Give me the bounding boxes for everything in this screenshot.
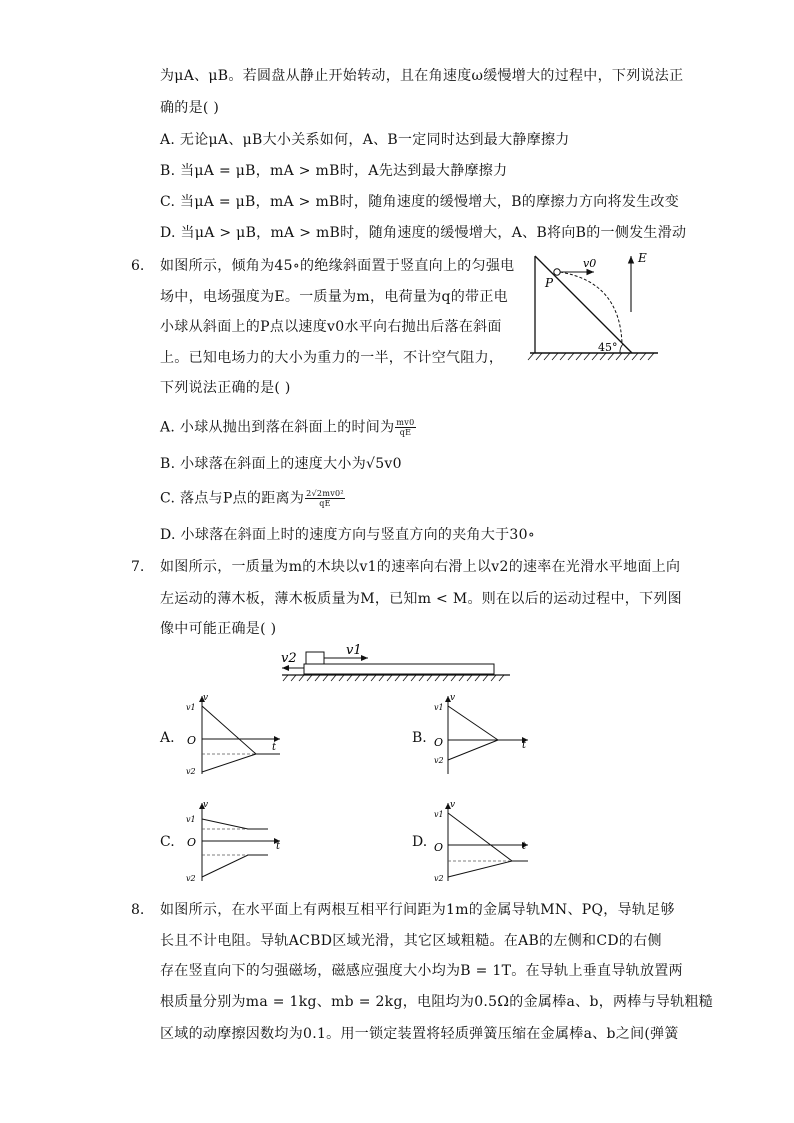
- q6-option-a-fraction: [395, 418, 415, 437]
- q6-fig-p-label: P: [545, 276, 554, 290]
- q7-graph-c: [180, 797, 290, 887]
- q7-graph-a-o: O: [187, 734, 197, 747]
- q6-option-c-numerator: 2√2mv0²: [306, 489, 344, 498]
- q7-graph-d-v1: v1: [434, 810, 444, 819]
- q7-graph-b-t: t: [522, 740, 527, 751]
- q8-line-5: 区域的动摩擦因数均为0.1。用一锁定装置将轻质弹簧压缩在金属棒a、b之间(弹簧: [160, 1026, 679, 1042]
- q7-graph-b: [430, 690, 540, 780]
- q8-line-1: 如图所示，在水平面上有两根互相平行间距为1m的金属导轨MN、PQ，导轨足够: [160, 902, 675, 918]
- q7-graph-c-o: O: [187, 836, 197, 849]
- q7-line-3: 像中可能正确是( ): [160, 621, 277, 637]
- q6-option-a: [160, 418, 416, 437]
- q6-option-a-numerator: mv0: [396, 418, 415, 427]
- q7-graph-c-v1: v1: [186, 815, 196, 824]
- q8-line-3: 存在竖直向下的匀强磁场，磁感应强度大小均为B = 1T。在导轨上垂直导轨放置两: [160, 963, 683, 979]
- q6-line-1: 如图所示，倾角为45∘的绝缘斜面置于竖直向上的匀强电: [160, 258, 515, 274]
- q7-graph-b-o: O: [434, 736, 444, 749]
- q5-option-c: C. 当μA = μB，mA > mB时，随角速度的缓慢增大，B的摩擦力方向将发生改变: [160, 194, 680, 210]
- q6-number: 6.: [131, 258, 145, 274]
- q6-line-2: 场中，电场强度为E。一质量为m，电荷量为q的带正电: [160, 289, 508, 305]
- q5-line-1: 为μA、μB。若圆盘从静止开始转动，且在角速度ω缓慢增大的过程中，下列说法正: [160, 68, 684, 84]
- q5-option-d: D. 当μA > μB，mA > mB时，随角速度的缓慢增大，A、B将向B的一侧发生滑动: [160, 225, 687, 241]
- q7-graph-b-v1: v1: [434, 703, 444, 712]
- q6-fig-angle-label: 45°: [598, 341, 618, 354]
- q7-line-2: 左运动的薄木板，薄木板质量为M，已知m < M。则在以后的运动过程中，下列图: [160, 591, 682, 607]
- q7-graph-a-label: A.: [160, 730, 175, 746]
- q7-fig-v1-label: v1: [346, 643, 362, 658]
- q7-graph-a-v: v: [203, 693, 209, 703]
- q7-graph-d-v2: v2: [434, 874, 444, 883]
- q7-graph-a-t: t: [272, 742, 277, 753]
- q7-board-figure: [278, 642, 518, 687]
- q7-graph-b-v2: v2: [434, 756, 444, 765]
- q5-line-2: 确的是( ): [160, 100, 220, 116]
- q7-graph-a-v1: v1: [186, 703, 196, 712]
- q7-graph-d-v: v: [450, 800, 456, 810]
- q7-graph-a-v2: v2: [186, 767, 196, 776]
- q6-line-3: 小球从斜面上的P点以速度v0水平向右抛出后落在斜面: [160, 319, 502, 335]
- q6-option-c-denominator: qE: [319, 499, 331, 508]
- q7-graph-a: [180, 690, 290, 780]
- q7-number: 7.: [131, 559, 145, 575]
- q7-line-1: 如图所示，一质量为m的木块以v1的速率向右滑上以v2的速率在光滑水平地面上向: [160, 559, 681, 575]
- q7-graph-c-t: t: [276, 841, 281, 852]
- q7-graph-b-v: v: [450, 693, 456, 703]
- q6-option-c-fraction: [305, 489, 345, 508]
- q5-option-a: A. 无论μA、μB大小关系如何，A、B一定同时达到最大静摩擦力: [160, 132, 570, 148]
- q7-fig-v2-label: v2: [281, 651, 297, 666]
- q6-line-5: 下列说法正确的是( ): [160, 380, 291, 396]
- q8-number: 8.: [131, 902, 145, 918]
- q6-option-a-denominator: qE: [399, 428, 412, 437]
- q7-graph-d-t: t: [522, 841, 527, 852]
- q8-line-4: 根质量分别为ma = 1kg、mb = 2kg，电阻均为0.5Ω的金属棒a、b，两棒与导轨粗糙: [160, 994, 714, 1010]
- q7-graph-d-o: O: [434, 841, 444, 854]
- q6-option-a-text: A. 小球从抛出到落在斜面上的时间为: [160, 419, 395, 436]
- q6-option-d: D. 小球落在斜面上时的速度方向与竖直方向的夹角大于30∘: [160, 527, 536, 543]
- q6-fig-v0-label: v0: [583, 257, 597, 270]
- q8-line-2: 长且不计电阻。导轨ACBD区域光滑，其它区域粗糙。在AB的左侧和CD的右侧: [160, 933, 662, 949]
- q6-incline-figure: [520, 250, 665, 365]
- q7-graph-d: [430, 797, 540, 887]
- q6-fig-e-label: E: [638, 251, 647, 265]
- q6-option-b: B. 小球落在斜面上的速度大小为√5v0: [160, 456, 402, 472]
- q7-graph-c-label: C.: [160, 834, 175, 850]
- q6-option-c-text: C. 落点与P点的距离为: [160, 490, 305, 507]
- q5-option-b: B. 当μA = μB，mA > mB时，A先达到最大静摩擦力: [160, 163, 508, 179]
- q6-line-4: 上。已知电场力的大小为重力的一半，不计空气阻力，: [160, 350, 504, 366]
- q7-graph-b-label: B.: [412, 730, 427, 746]
- q7-graph-c-v2: v2: [186, 874, 196, 883]
- q7-graph-d-label: D.: [412, 834, 428, 850]
- q6-option-c: [160, 489, 345, 508]
- q7-graph-c-v: v: [203, 800, 209, 810]
